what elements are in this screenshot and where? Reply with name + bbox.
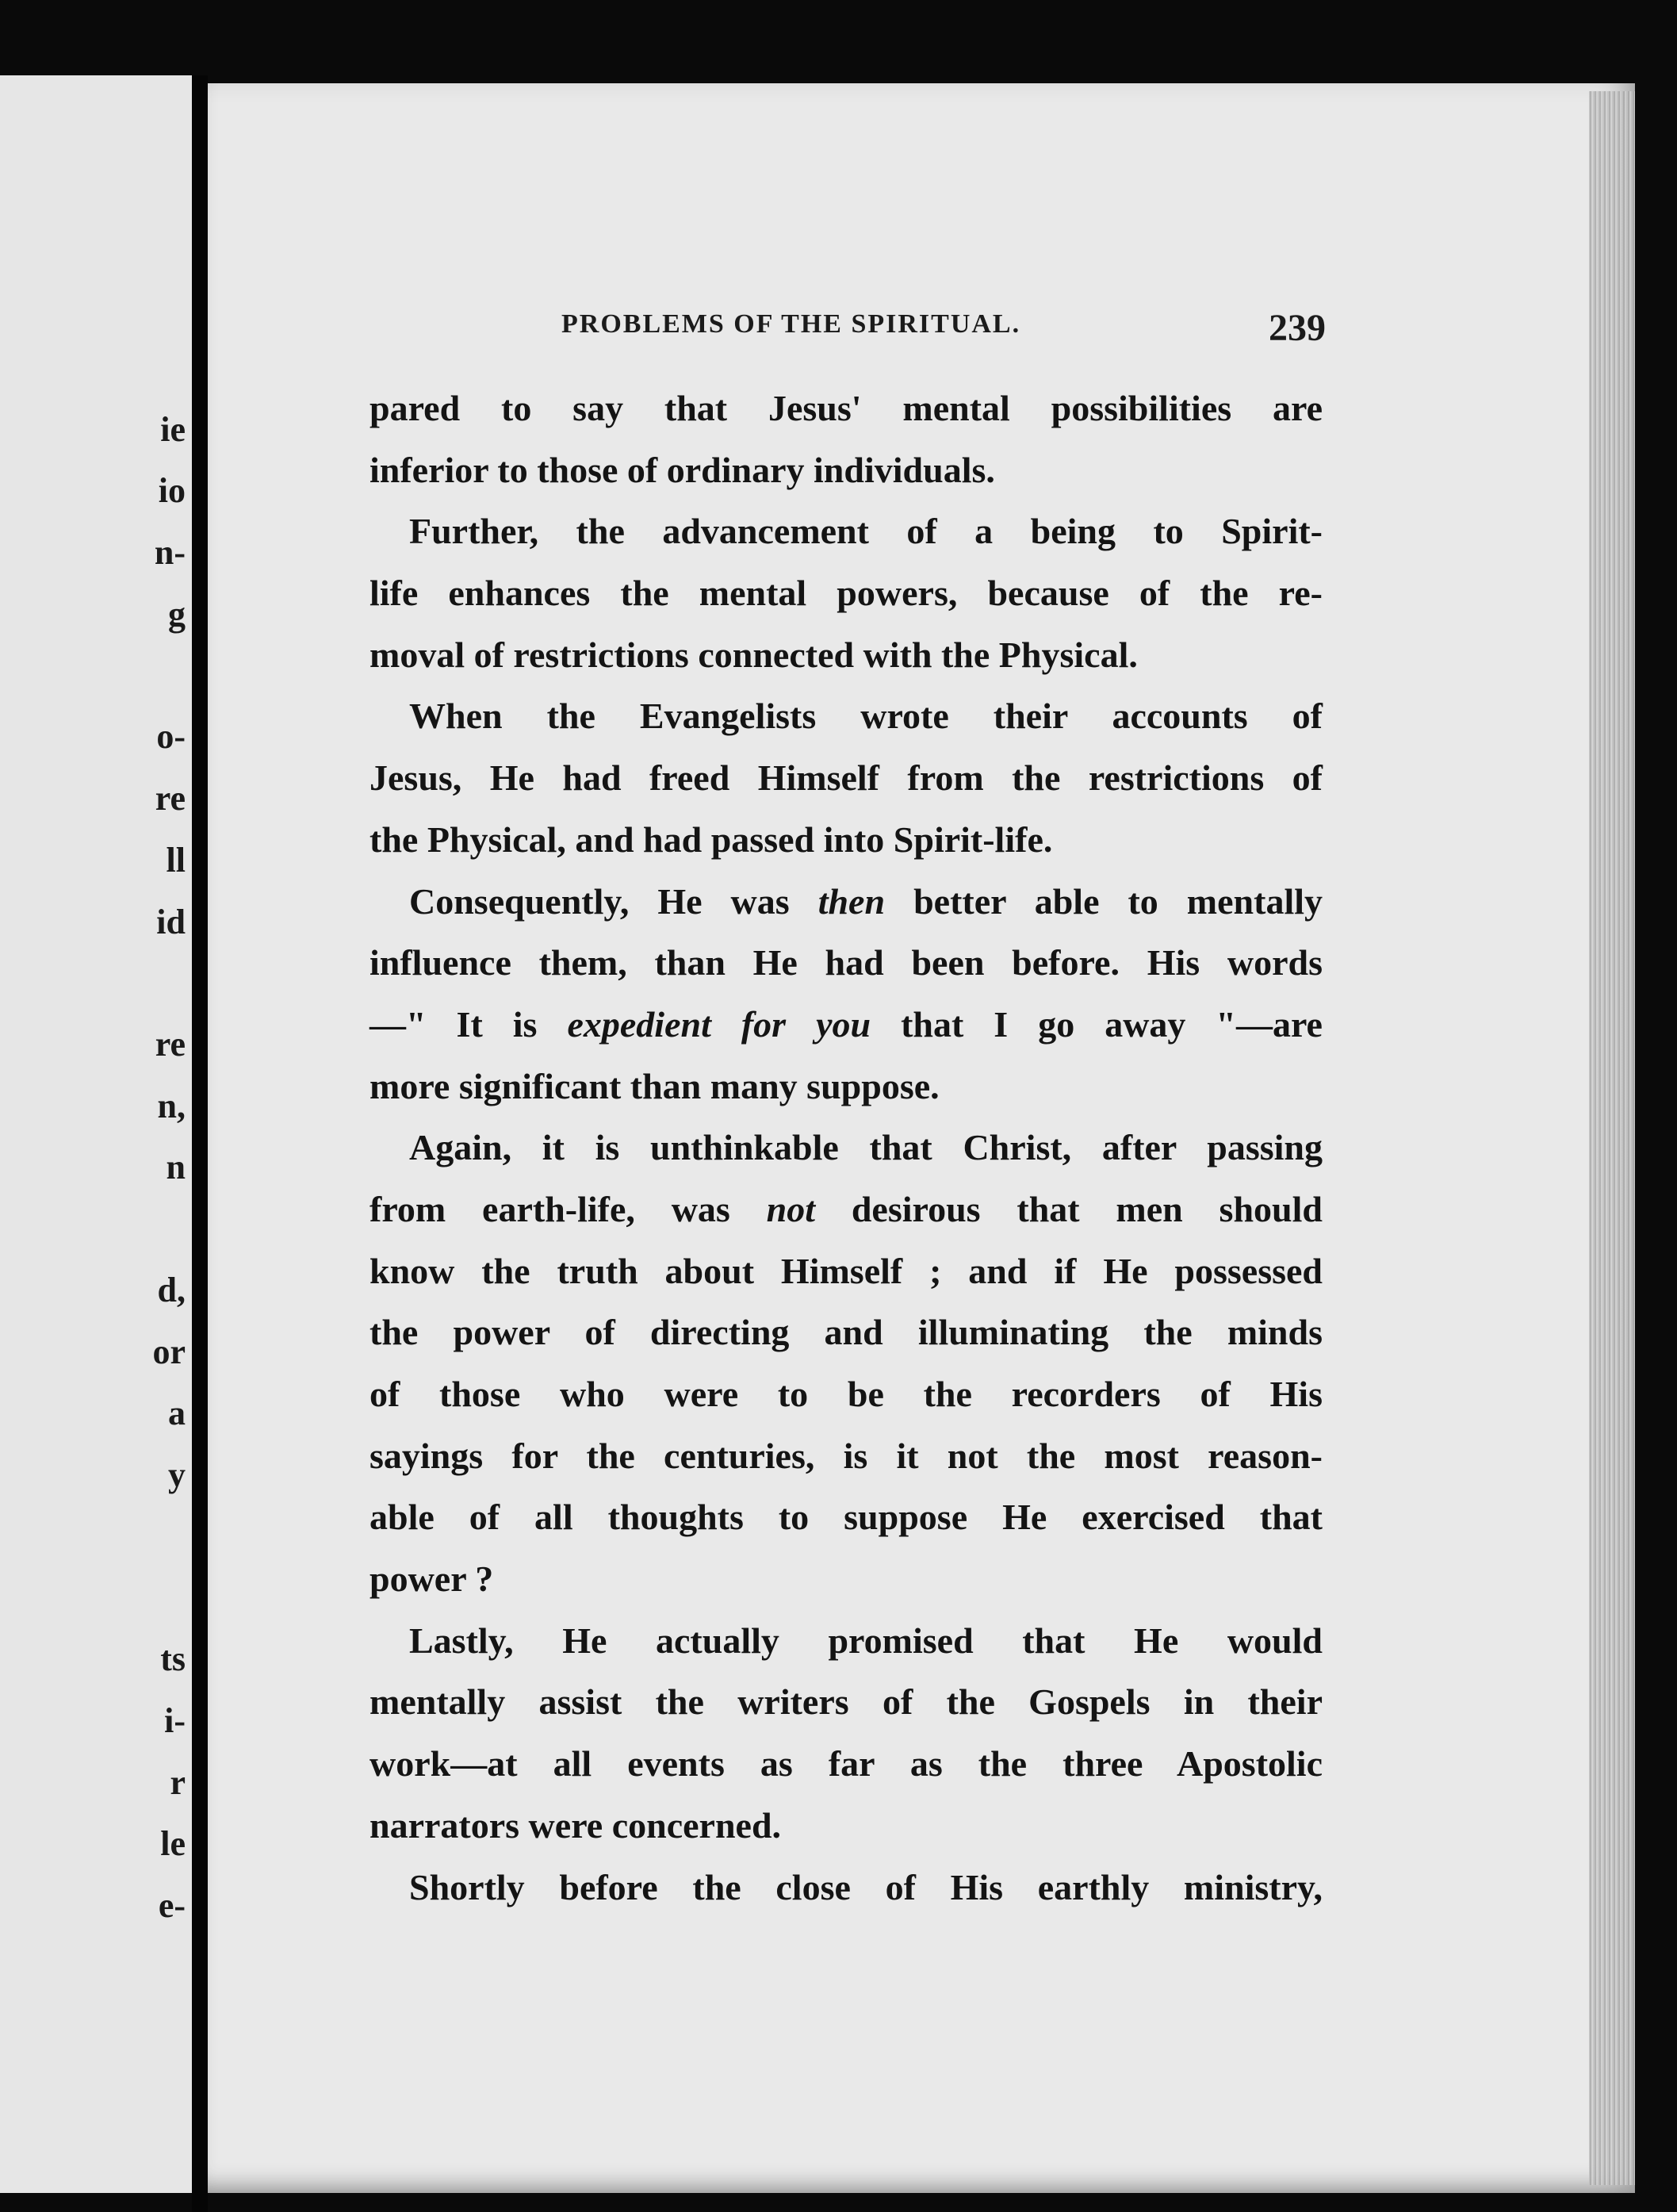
text-run: Shortly before the close of His earthly ministry, xyxy=(409,1866,1323,1907)
text-line xyxy=(369,1795,1323,1857)
text-run: When the Evangelists wrote their accounts of xyxy=(409,696,1323,737)
text-line xyxy=(369,871,1323,933)
text-run: sayings for the centuries, is it not the most reason- xyxy=(369,1435,1323,1476)
running-title: PROBLEMS OF THE SPIRITUAL. xyxy=(561,309,1021,339)
text-run: Lastly, He actually promised that He would xyxy=(409,1620,1323,1661)
facing-page-fragment: or xyxy=(152,1332,186,1371)
text-line xyxy=(369,1179,1323,1240)
text-line xyxy=(369,1548,1323,1610)
facing-page-fragment: i- xyxy=(164,1701,186,1740)
facing-page-fragment: n- xyxy=(154,533,186,572)
facing-page-fragment: n xyxy=(166,1148,186,1187)
facing-page-fragment: re xyxy=(155,779,186,818)
text-run: from earth-life, was xyxy=(369,1188,767,1229)
text-line xyxy=(369,747,1323,809)
text-line xyxy=(369,1302,1323,1363)
facing-page-fragment: e- xyxy=(158,1886,186,1925)
text-line xyxy=(369,1610,1323,1672)
text-line xyxy=(369,1486,1323,1548)
text-line xyxy=(369,1857,1323,1919)
facing-page-fragment: a xyxy=(168,1394,186,1432)
italic-run: then xyxy=(817,880,886,922)
facing-page-fragment: ll xyxy=(166,841,186,880)
facing-page-fragment: r xyxy=(170,1763,186,1802)
text-run: inferior to those of ordinary individuals. xyxy=(369,449,995,490)
text-line xyxy=(369,1240,1323,1302)
text-run: better able to mentally xyxy=(885,880,1323,922)
text-run: able of all thoughts to suppose He exercised that xyxy=(369,1497,1323,1538)
text-run: influence them, than He had been before. His words xyxy=(369,942,1323,983)
text-line xyxy=(369,500,1323,562)
text-run: Consequently, He was xyxy=(409,880,818,922)
facing-page-fragment: id xyxy=(156,903,186,941)
facing-page-fragment: o- xyxy=(156,717,186,756)
facing-page xyxy=(0,75,192,2193)
text-line xyxy=(369,1056,1323,1118)
facing-page-fragment: re xyxy=(155,1025,186,1064)
text-run: desirous that men should xyxy=(815,1188,1323,1229)
facing-page-fragment: ts xyxy=(160,1639,186,1678)
text-run: —" It is xyxy=(369,1003,568,1045)
text-line xyxy=(369,1425,1323,1487)
text-run: Jesus, He had freed Himself from the restrictions of xyxy=(369,757,1323,799)
text-line xyxy=(369,932,1323,994)
text-line xyxy=(369,439,1323,501)
text-run: know the truth about Himself ; and if He possessed xyxy=(369,1250,1323,1291)
text-line xyxy=(369,809,1323,871)
text-run: power ? xyxy=(369,1558,494,1600)
text-run: Further, the advancement of a being to Spirit- xyxy=(409,511,1323,552)
facing-page-fragment: ie xyxy=(160,410,186,449)
text-line xyxy=(369,378,1323,439)
text-run: the power of directing and illuminating the minds xyxy=(369,1312,1323,1353)
text-run: Again, it is unthinkable that Christ, after passing xyxy=(409,1127,1323,1168)
text-run: the Physical, and had passed into Spirit-life. xyxy=(369,818,1053,860)
italic-run: not xyxy=(766,1188,816,1229)
text-run: narrators were concerned. xyxy=(369,1804,782,1846)
page-edge xyxy=(1589,91,1635,2185)
text-run: more significant than many suppose. xyxy=(369,1065,940,1106)
text-line xyxy=(369,685,1323,747)
facing-page-fragment: n, xyxy=(157,1087,186,1125)
text-run: work—at all events as far as the three Apostolic xyxy=(369,1743,1323,1785)
text-run: mentally assist the writers of the Gospels in their xyxy=(369,1681,1323,1723)
text-line xyxy=(369,1733,1323,1795)
facing-page-fragment: le xyxy=(160,1824,186,1863)
body-text xyxy=(369,378,1323,1918)
text-run: life enhances the mental powers, because of the re- xyxy=(369,573,1323,614)
facing-page-fragment: d, xyxy=(157,1271,186,1309)
text-run: that I go away "—are xyxy=(871,1003,1323,1045)
text-line xyxy=(369,1363,1323,1425)
running-head xyxy=(355,306,1326,354)
facing-page-fragment: g xyxy=(168,595,186,634)
book-gutter xyxy=(192,75,208,2212)
text-line xyxy=(369,1671,1323,1733)
text-line xyxy=(369,1117,1323,1179)
text-run: of those who were to be the recorders of His xyxy=(369,1374,1323,1414)
italic-run: expedient for you xyxy=(567,1003,871,1045)
text-line xyxy=(369,994,1323,1056)
facing-page-fragment: io xyxy=(158,471,186,510)
facing-page-fragment: y xyxy=(168,1455,186,1494)
page-number: 239 xyxy=(1269,307,1326,349)
text-run: moval of restrictions connected with the Physical. xyxy=(369,634,1138,675)
text-run: pared to say that Jesus' mental possibilities are xyxy=(369,388,1323,428)
text-line xyxy=(369,562,1323,624)
text-line xyxy=(369,624,1323,686)
